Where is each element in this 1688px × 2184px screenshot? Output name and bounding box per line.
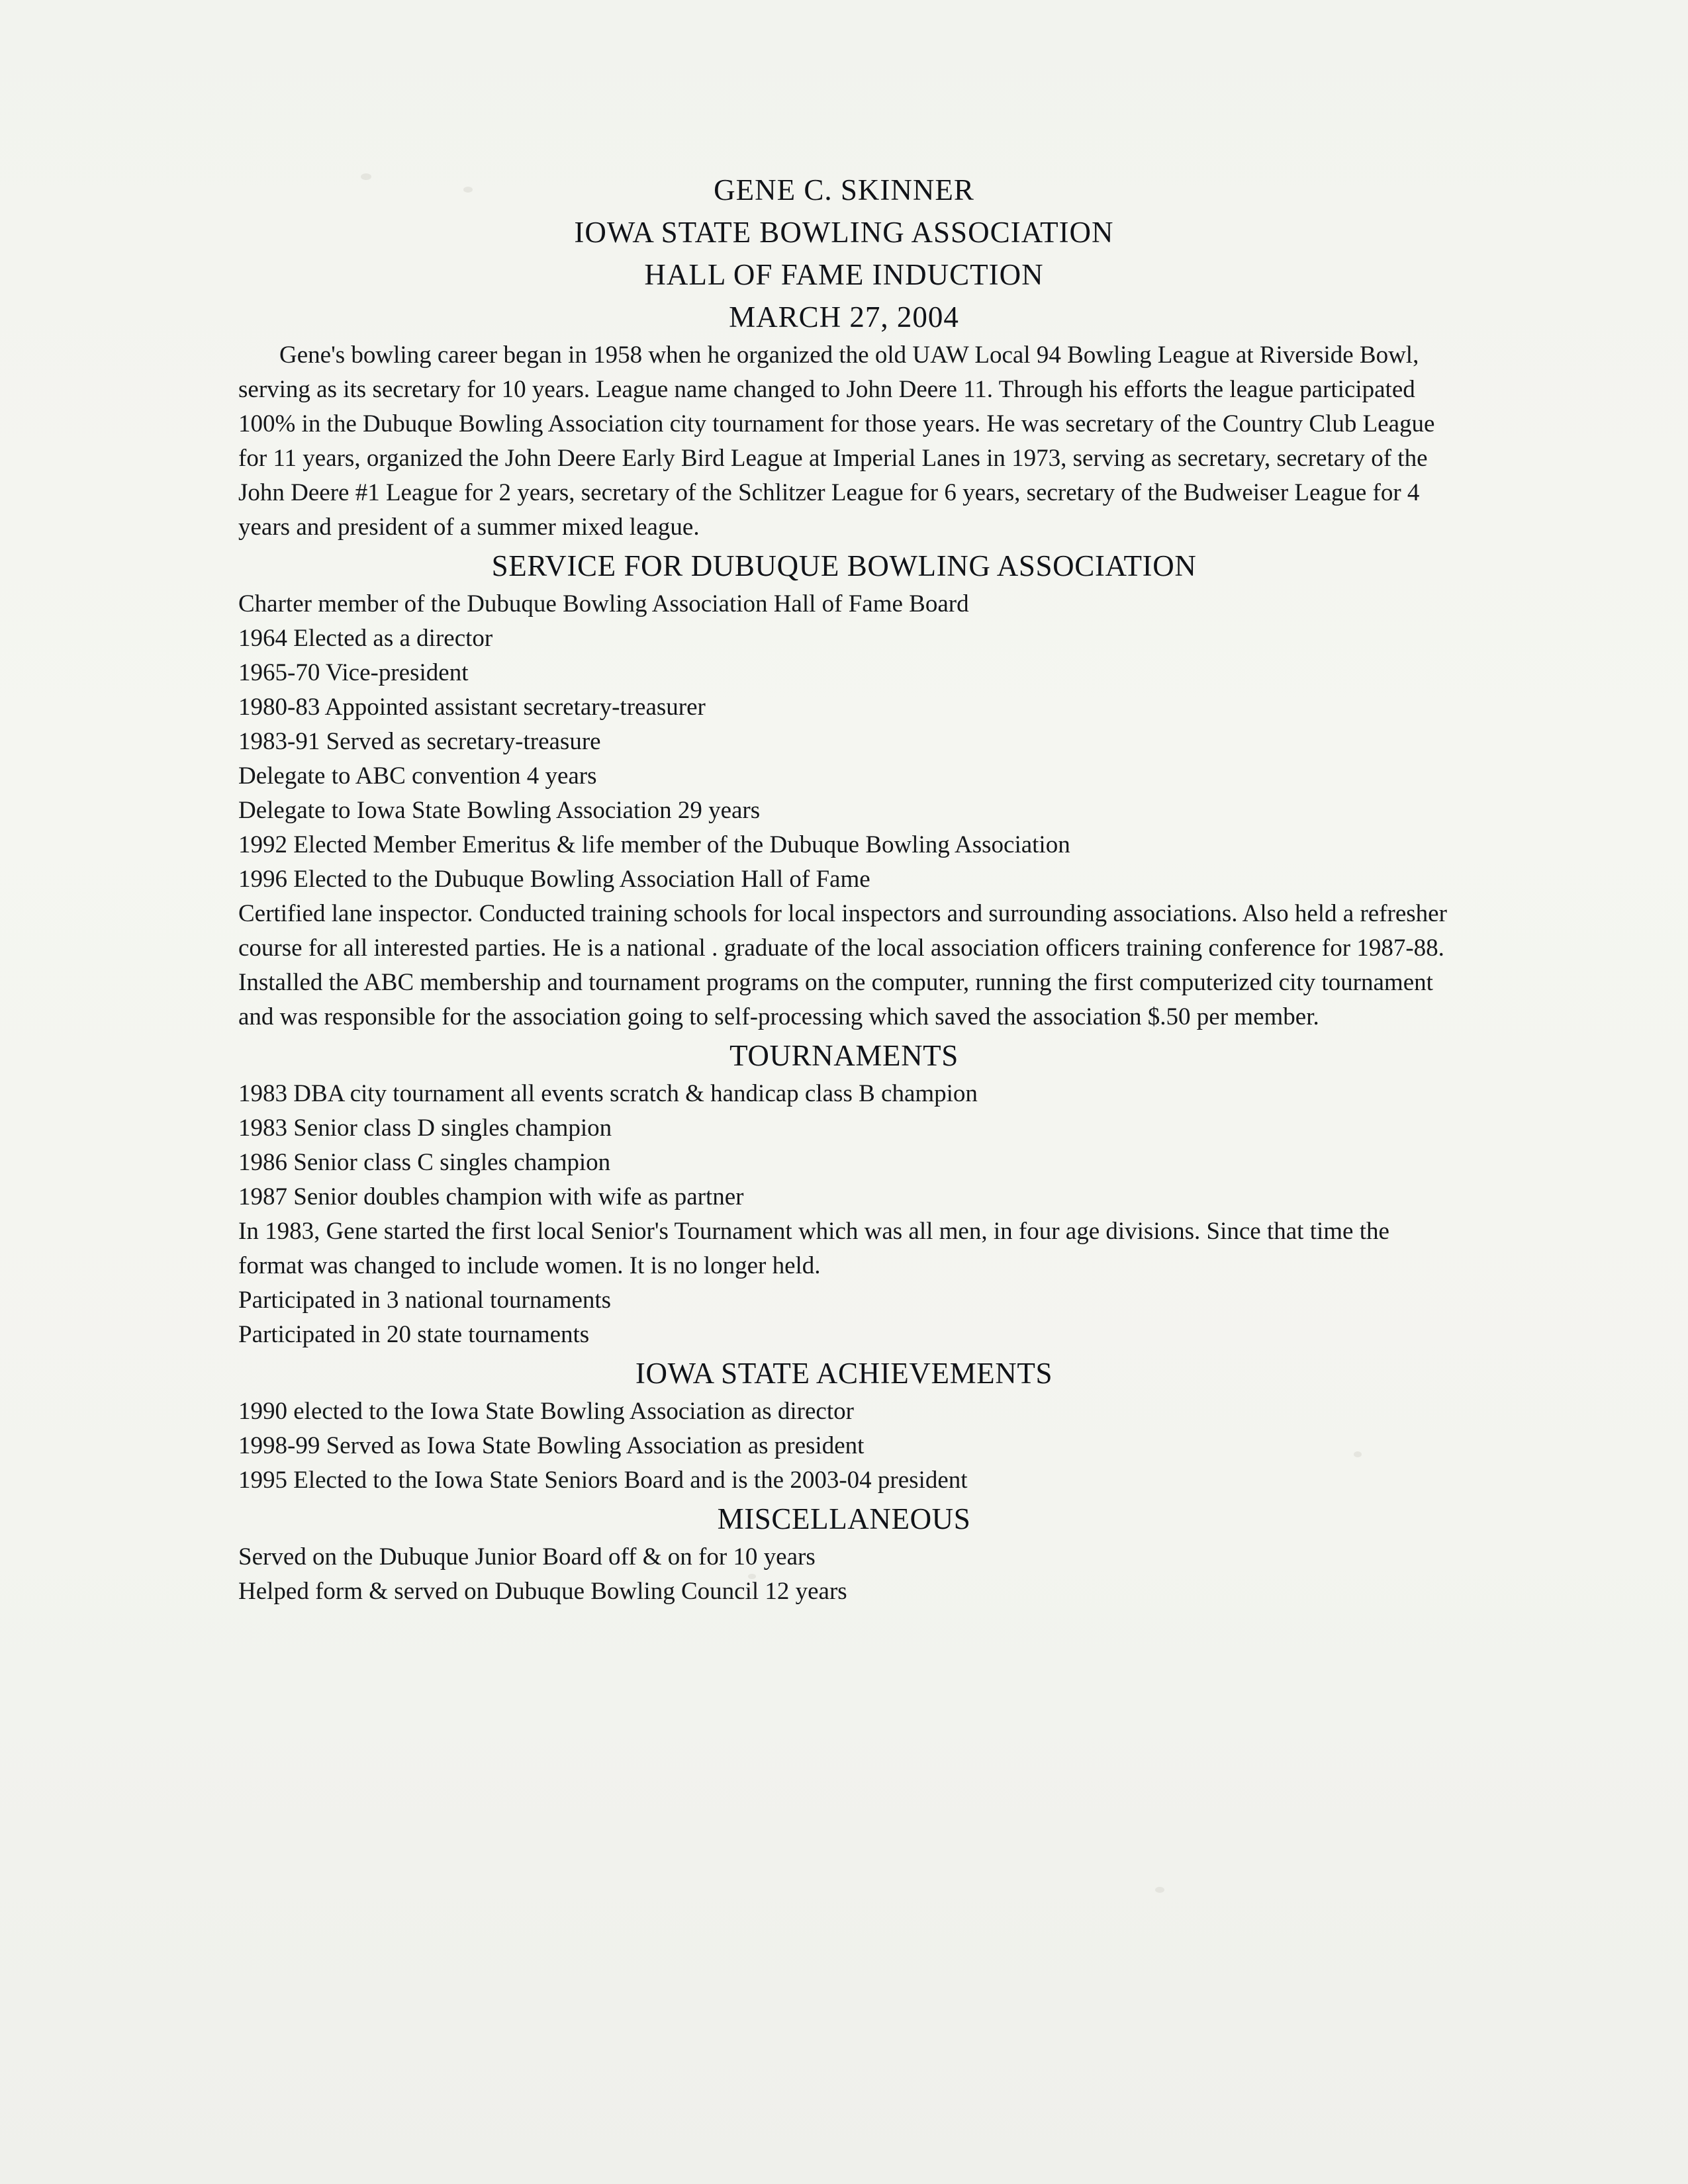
- section-heading-service: SERVICE FOR DUBUQUE BOWLING ASSOCIATION: [491, 549, 1197, 582]
- title-line-2: IOWA STATE BOWLING ASSOCIATION: [574, 216, 1114, 249]
- service-paragraph: Certified lane inspector. Conducted training schools for local inspectors and surrounding associations. Also held a refresher course for all interested parties. He is a national . graduate of the local association officers training conference for 1987-88. Installed the ABC membership and tournament programs on the computer, running the first computerized city tournament and was responsible for the association going to self-processing which saved the association $.50 per member.: [238, 900, 1447, 1030]
- title-line-1: GENE C. SKINNER: [714, 173, 974, 206]
- list-item: 1964 Elected as a director: [238, 625, 493, 652]
- list-item: 1986 Senior class C singles champion: [238, 1149, 611, 1176]
- list-item: Helped form & served on Dubuque Bowling Council 12 years: [238, 1578, 847, 1605]
- list-item: 1980-83 Appointed assistant secretary-treasurer: [238, 694, 706, 721]
- list-item: 1965-70 Vice-president: [238, 659, 469, 686]
- section-heading-tournaments: TOURNAMENTS: [729, 1039, 959, 1072]
- list-item: Served on the Dubuque Junior Board off & on for 10 years: [238, 1543, 816, 1570]
- list-item: Delegate to Iowa State Bowling Association 29 years: [238, 797, 761, 824]
- list-item: 1983-91 Served as secretary-treasure: [238, 728, 601, 755]
- list-item: Participated in 3 national tournaments: [238, 1287, 612, 1314]
- list-item: 1983 DBA city tournament all events scratch & handicap class B champion: [238, 1080, 978, 1107]
- list-item: 1996 Elected to the Dubuque Bowling Association Hall of Fame: [238, 866, 870, 893]
- list-item: 1995 Elected to the Iowa State Seniors Board and is the 2003-04 president: [238, 1467, 968, 1494]
- list-item: 1983 Senior class D singles champion: [238, 1115, 612, 1142]
- intro-paragraph: Gene's bowling career began in 1958 when he organized the old UAW Local 94 Bowling League at Riverside Bowl, serving as its secretary for 10 years. League name changed to John Deere 11. Through his efforts the league participated 100% in the Dubuque Bowling Association city tournament for those years. He was secretary of the Country Club League for 11 years, organized the John Deere Early Bird League at Imperial Lanes in 1973, serving as secretary, secretary of the John Deere #1 League for 2 years, secretary of the Schlitzer League for 6 years, secretary of the Budweiser League for 4 years and president of a summer mixed league.: [238, 341, 1435, 541]
- list-item: Participated in 20 state tournaments: [238, 1321, 590, 1348]
- document-body: [238, 169, 1450, 1609]
- section-heading-iowa-state-achievements: IOWA STATE ACHIEVEMENTS: [635, 1357, 1053, 1390]
- list-item: 1987 Senior doubles champion with wife as partner: [238, 1183, 744, 1210]
- list-item: 1990 elected to the Iowa State Bowling Association as director: [238, 1398, 854, 1425]
- tournaments-paragraph: In 1983, Gene started the first local Senior's Tournament which was all men, in four age divisions. Since that time the format was changed to include women. It is no longer held.: [238, 1218, 1389, 1279]
- scan-speck: [1155, 1887, 1164, 1893]
- list-item: Charter member of the Dubuque Bowling Association Hall of Fame Board: [238, 590, 969, 617]
- list-item: 1998-99 Served as Iowa State Bowling Association as president: [238, 1432, 865, 1459]
- title-line-3: HALL OF FAME INDUCTION: [644, 258, 1044, 291]
- list-item: 1992 Elected Member Emeritus & life member of the Dubuque Bowling Association: [238, 831, 1070, 858]
- title-line-4: MARCH 27, 2004: [729, 300, 959, 334]
- list-item: Delegate to ABC convention 4 years: [238, 762, 597, 790]
- section-heading-miscellaneous: MISCELLANEOUS: [717, 1502, 971, 1535]
